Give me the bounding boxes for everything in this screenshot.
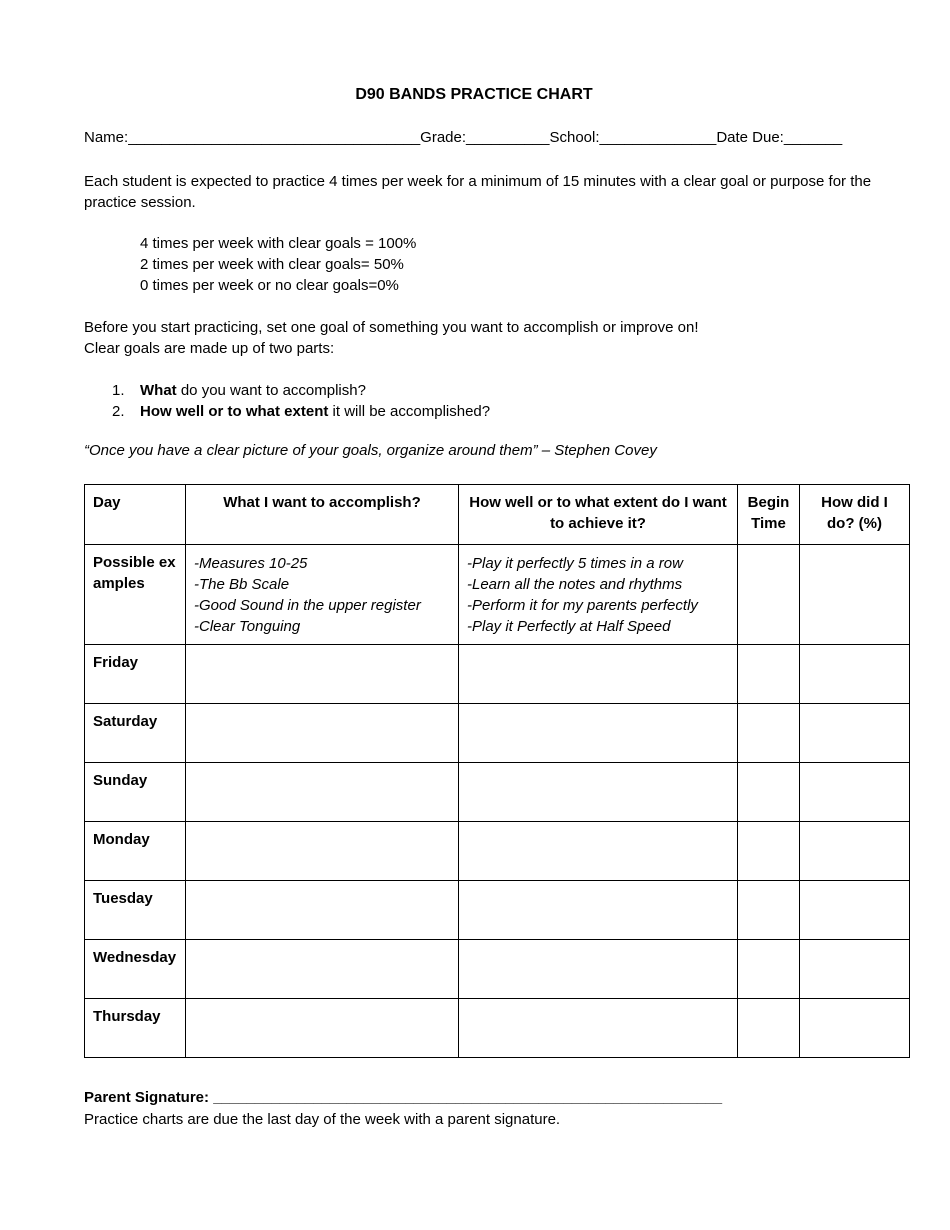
date-due-field[interactable]: _______ — [783, 129, 843, 146]
what-cell[interactable] — [186, 940, 459, 999]
grade-label: Grade: — [420, 129, 467, 146]
begin-time-cell[interactable] — [738, 704, 800, 763]
name-field[interactable]: ___________________________________ — [128, 129, 421, 146]
result-cell[interactable] — [800, 881, 910, 940]
begin-time-cell[interactable] — [738, 940, 800, 999]
day-label: Monday — [85, 822, 186, 881]
table-row-examples — [85, 545, 910, 645]
list-number: 1. — [112, 382, 125, 399]
example-item: -Play it Perfectly at Half Speed — [467, 618, 671, 635]
header-how-did-i-do: How did I do? (%) — [800, 485, 910, 545]
parent-signature-field[interactable]: _____________________________________________________________ — [209, 1089, 723, 1106]
page-title: D90 BANDS PRACTICE CHART — [355, 86, 593, 103]
table-row — [85, 881, 910, 940]
header-what: What I want to accomplish? — [186, 485, 459, 545]
header-how-well: How well or to what extent do I want to achieve it? — [459, 485, 738, 545]
what-cell[interactable] — [186, 763, 459, 822]
scale-line: 0 times per week or no clear goals=0% — [140, 277, 399, 294]
what-cell[interactable] — [186, 704, 459, 763]
table-row — [85, 940, 910, 999]
instruction-line: Before you start practicing, set one goal of something you want to accomplish or improve on! — [84, 319, 699, 336]
table-row — [85, 704, 910, 763]
list-bold-text: How well or to what extent — [140, 403, 329, 420]
example-item: -Perform it for my parents perfectly — [467, 597, 698, 614]
quote: “Once you have a clear picture of your goals, organize around them” – Stephen Covey — [84, 442, 657, 459]
examples-begin-cell — [738, 545, 800, 645]
day-label: Sunday — [85, 763, 186, 822]
begin-time-cell[interactable] — [738, 822, 800, 881]
examples-what-cell — [186, 545, 459, 645]
example-item: -Play it perfectly 5 times in a row — [467, 555, 683, 572]
scale-line: 4 times per week with clear goals = 100% — [140, 235, 417, 252]
student-info-line — [84, 129, 842, 146]
begin-time-cell[interactable] — [738, 999, 800, 1058]
name-label: Name: — [84, 129, 129, 146]
grading-scale — [140, 233, 416, 296]
grade-field[interactable]: __________ — [466, 129, 550, 146]
list-item — [112, 401, 490, 422]
result-cell[interactable] — [800, 999, 910, 1058]
result-cell[interactable] — [800, 822, 910, 881]
example-item: -The Bb Scale — [194, 576, 290, 593]
how-well-cell[interactable] — [459, 645, 738, 704]
list-text: do you want to accomplish? — [176, 382, 366, 399]
how-well-cell[interactable] — [459, 704, 738, 763]
how-well-cell[interactable] — [459, 822, 738, 881]
begin-time-cell[interactable] — [738, 881, 800, 940]
how-well-cell[interactable] — [459, 940, 738, 999]
header-day: Day — [85, 485, 186, 545]
example-item: -Measures 10-25 — [194, 555, 308, 572]
header-begin-time: Begin Time — [738, 485, 800, 545]
school-field[interactable]: ______________ — [599, 129, 717, 146]
examples-result-cell — [800, 545, 910, 645]
how-well-cell[interactable] — [459, 881, 738, 940]
examples-how-cell — [459, 545, 738, 645]
begin-time-cell[interactable] — [738, 763, 800, 822]
table-row — [85, 999, 910, 1058]
scale-line: 2 times per week with clear goals= 50% — [140, 256, 404, 273]
day-label: Saturday — [85, 704, 186, 763]
school-label: School: — [549, 129, 600, 146]
date-due-label: Date Due: — [716, 129, 784, 146]
what-cell[interactable] — [186, 822, 459, 881]
what-cell[interactable] — [186, 645, 459, 704]
goal-instructions — [84, 317, 699, 359]
what-cell[interactable] — [186, 999, 459, 1058]
table-row — [85, 763, 910, 822]
table-row — [85, 645, 910, 704]
list-bold-text: What — [140, 382, 177, 399]
list-text: it will be accomplished? — [328, 403, 491, 420]
result-cell[interactable] — [800, 645, 910, 704]
parent-signature-label: Parent Signature: — [84, 1089, 210, 1106]
day-label: Wednesday — [85, 940, 186, 999]
day-label: Thursday — [85, 999, 186, 1058]
example-item: -Good Sound in the upper register — [194, 597, 421, 614]
practice-table — [84, 484, 910, 1058]
result-cell[interactable] — [800, 940, 910, 999]
what-cell[interactable] — [186, 881, 459, 940]
due-note: Practice charts are due the last day of the week with a parent signature. — [84, 1111, 561, 1128]
example-item: -Clear Tonguing — [194, 618, 301, 635]
how-well-cell[interactable] — [459, 763, 738, 822]
goal-parts-list — [112, 380, 490, 422]
day-label: Tuesday — [85, 881, 186, 940]
intro-paragraph: Each student is expected to practice 4 times per week for a minimum of 15 minutes with a clear goal or purpose for the practice session. — [84, 173, 872, 211]
result-cell[interactable] — [800, 763, 910, 822]
instruction-line: Clear goals are made up of two parts: — [84, 340, 335, 357]
table-row — [85, 822, 910, 881]
how-well-cell[interactable] — [459, 999, 738, 1058]
examples-label: Possible examples — [85, 545, 186, 645]
example-item: -Learn all the notes and rhythms — [467, 576, 683, 593]
parent-signature-line — [84, 1089, 722, 1106]
list-number: 2. — [112, 403, 125, 420]
table-header-row — [85, 485, 910, 545]
day-label: Friday — [85, 645, 186, 704]
list-item — [112, 380, 490, 401]
begin-time-cell[interactable] — [738, 645, 800, 704]
result-cell[interactable] — [800, 704, 910, 763]
